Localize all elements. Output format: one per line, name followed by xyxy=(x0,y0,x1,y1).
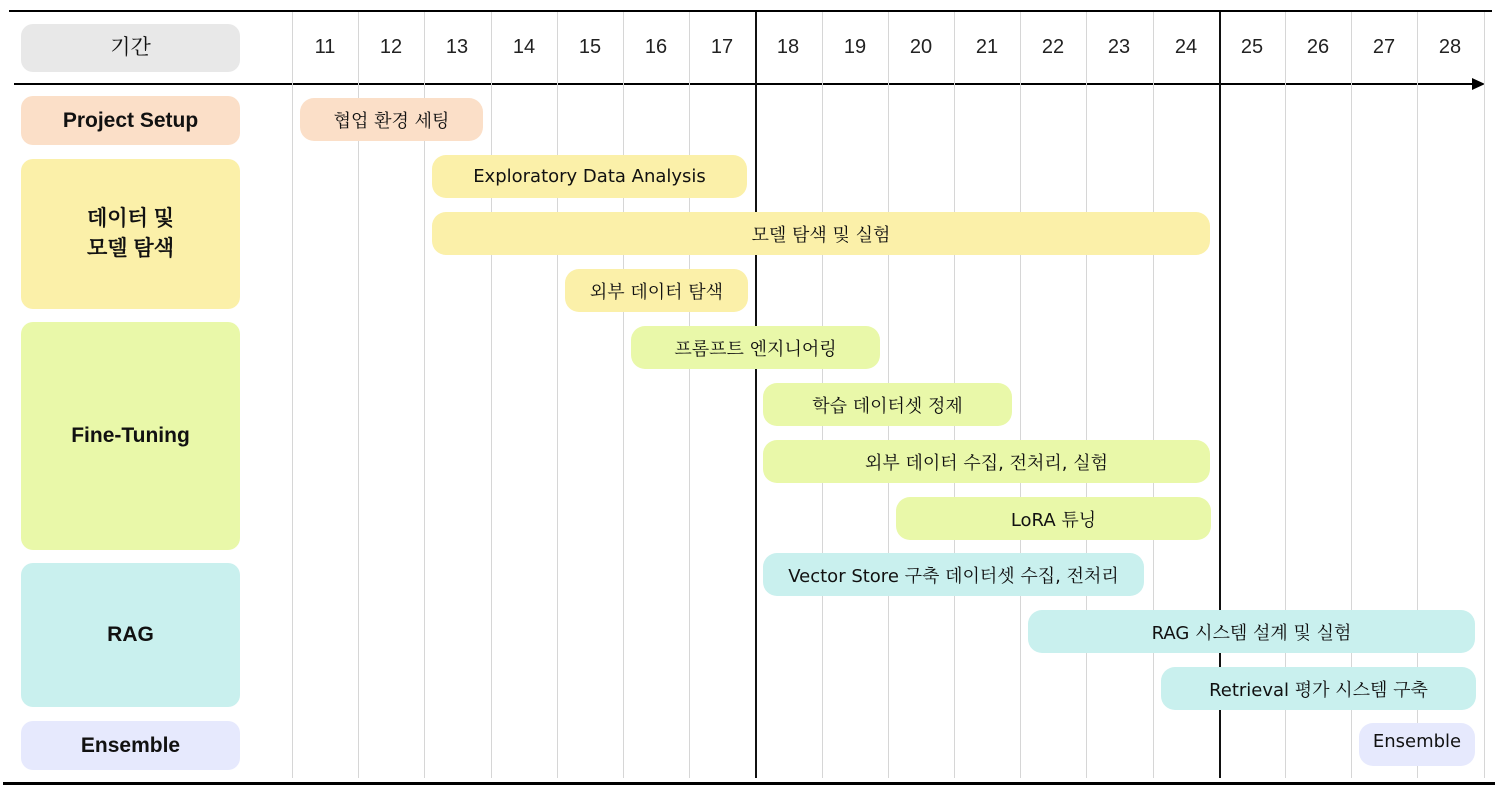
grid-line xyxy=(1153,12,1154,778)
day-label-18: 18 xyxy=(776,36,800,58)
task-bar: 외부 데이터 탐색 xyxy=(565,269,748,312)
task-bar: Ensemble xyxy=(1359,723,1475,766)
day-label-12: 12 xyxy=(379,36,403,58)
task-bar: LoRA 튜닝 xyxy=(896,497,1211,540)
grid-line xyxy=(1351,12,1352,778)
grid-line xyxy=(557,12,558,778)
task-bar: Exploratory Data Analysis xyxy=(432,155,747,198)
day-label-14: 14 xyxy=(512,36,536,58)
day-label-22: 22 xyxy=(1041,36,1065,58)
grid-line xyxy=(689,12,690,778)
grid-line xyxy=(1086,12,1087,778)
grid-line xyxy=(491,12,492,778)
grid-line xyxy=(755,12,757,778)
category-ensemble: Ensemble xyxy=(21,721,240,770)
bottom-border xyxy=(3,782,1495,785)
period-header: 기간 xyxy=(21,24,240,72)
category-data-model: 데이터 및 모델 탐색 xyxy=(21,159,240,309)
grid-line xyxy=(623,12,624,778)
grid-line xyxy=(1417,12,1418,778)
day-label-21: 21 xyxy=(975,36,999,58)
day-label-24: 24 xyxy=(1174,36,1198,58)
category-project-setup: Project Setup xyxy=(21,96,240,145)
top-border xyxy=(9,10,1492,12)
day-label-28: 28 xyxy=(1438,36,1462,58)
day-label-11: 11 xyxy=(314,36,336,58)
day-label-25: 25 xyxy=(1240,36,1264,58)
category-fine-tuning: Fine-Tuning xyxy=(21,322,240,550)
grid-line xyxy=(1484,12,1485,778)
task-bar: RAG 시스템 설계 및 실험 xyxy=(1028,610,1475,653)
task-bar: Retrieval 평가 시스템 구축 xyxy=(1161,667,1476,710)
grid-line xyxy=(1020,12,1021,778)
task-bar: Vector Store 구축 데이터셋 수집, 전처리 xyxy=(763,553,1144,596)
day-label-17: 17 xyxy=(710,36,734,58)
day-label-27: 27 xyxy=(1372,36,1396,58)
task-bar: 모델 탐색 및 실험 xyxy=(432,212,1210,255)
day-label-26: 26 xyxy=(1306,36,1330,58)
task-bar: 학습 데이터셋 정제 xyxy=(763,383,1012,426)
day-label-13: 13 xyxy=(445,36,469,58)
grid-line xyxy=(1285,12,1286,778)
task-bar: 프롬프트 엔지니어링 xyxy=(631,326,880,369)
category-rag: RAG xyxy=(21,563,240,707)
day-label-16: 16 xyxy=(644,36,668,58)
grid-line xyxy=(292,12,293,778)
day-label-19: 19 xyxy=(843,36,867,58)
timeline-axis xyxy=(14,83,1474,85)
task-bar: 외부 데이터 수집, 전처리, 실험 xyxy=(763,440,1210,483)
day-label-20: 20 xyxy=(909,36,933,58)
day-label-15: 15 xyxy=(578,36,602,58)
task-bar: 협업 환경 세팅 xyxy=(300,98,483,141)
grid-line xyxy=(1219,12,1221,778)
day-label-23: 23 xyxy=(1107,36,1131,58)
